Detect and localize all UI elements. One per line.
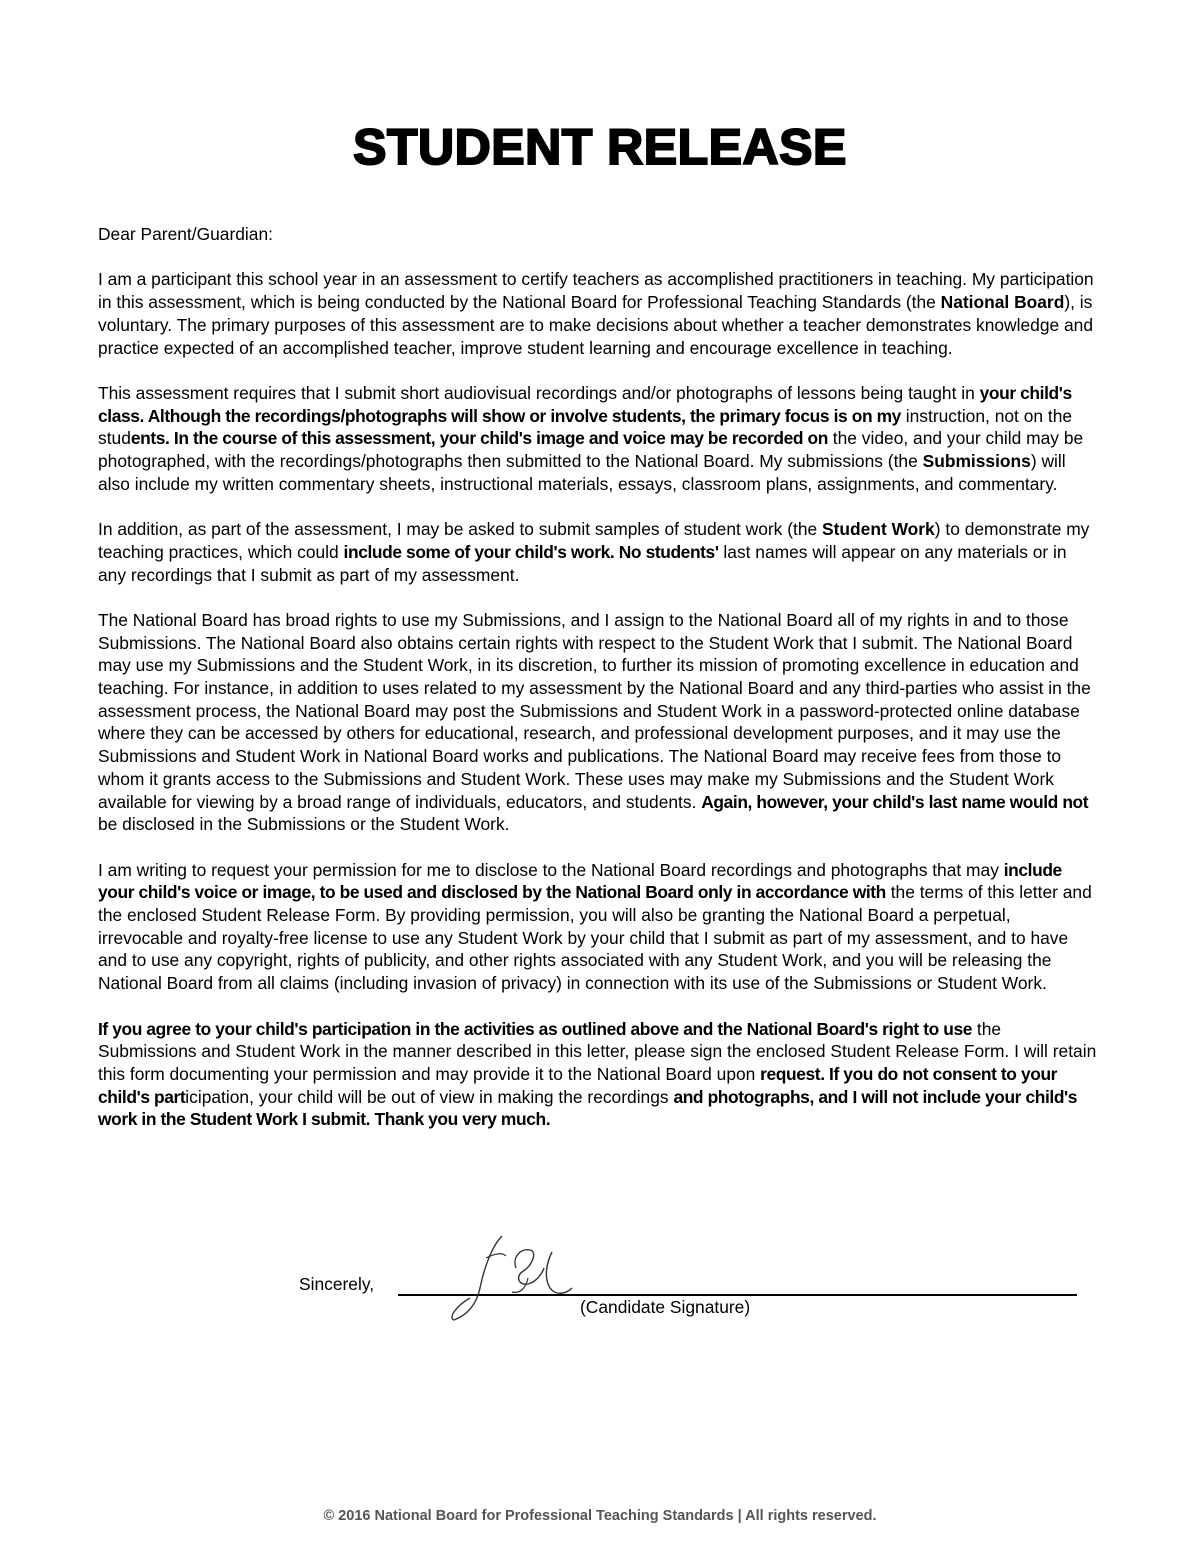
letter-body — [98, 223, 1098, 1154]
copyright-footer: © 2016 National Board for Professional Teaching Standards | All rights reserved. — [323, 1508, 877, 1524]
paragraph-2: This assessment requires that I submit short audiovisual recordings and/or photographs of lessons being taught in your child's class. Although the recordings/photographs will show or involve students, the primary focus is on my instruction, not on the students. In the course of this assessment, your child's image and voice may be recorded on the video, and your child may be photographed, with the recordings/photographs then submitted to the National Board. My submissions (the Submissions) will also include my written commentary sheets, instructional materials, essays, classroom plans, assignments, and commentary. — [98, 382, 1084, 494]
paragraph-4: The National Board has broad rights to use my Submissions, and I assign to the National Board all of my rights in and to those Submissions. The National Board also obtains certain rights with respect to the Student Work that I submit. The National Board may use my Submissions and the Student Work, in its discretion, to further its mission of promoting excellence in education and teaching. For instance, in addition to uses related to my assessment by the National Board and any third-parties who assist in the assessment process, the National Board may post the Submissions and Student Work in a password-protected online database where they can be accessed by others for educational, research, and professional development purposes, and it may use the Submissions and Student Work in National Board works and publications. The National Board may receive fees from those to whom it grants access to the Submissions and Student Work. These uses may make my Submissions and the Student Work available for viewing by a broad range of individuals, educators, and students. Again, however, your child's last name would not be disclosed in the Submissions or the Student Work. — [98, 609, 1091, 835]
signature-caption: (Candidate Signature) — [580, 1297, 751, 1317]
salutation: Dear Parent/Guardian: — [98, 224, 273, 244]
closing-text: Sincerely, — [299, 1274, 375, 1294]
paragraph-5: I am writing to request your permission for me to disclose to the National Board recordings and photographs that may include your child's voice or image, to be used and disclosed by the National Board only in accordance with the terms of this letter and the enclosed Student Release Form. By providing permission, you will also be granting the National Board a perpetual, irrevocable and royalty-free license to use any Student Work by your child that I submit as part of my assessment, and to have and to use any copyright, rights of publicity, and other rights associated with any Student Work, and you will be releasing the National Board from all claims (including invasion of privacy) in connection with its use of the Submissions or Student Work. — [98, 859, 1092, 994]
signature-block — [0, 1258, 1200, 1328]
document-title: STUDENT RELEASE — [353, 119, 847, 175]
paragraph-6: If you agree to your child's participation in the activities as outlined above and the National Board's right to use the Submissions and Student Work in the manner described in this letter, please sign the enclosed Student Release Form. I will retain this form documenting your permission and may provide it to the National Board upon request. If you do not consent to your child's participation, your child will be out of view in making the recordings and photographs, and I will not include your child's work in the Student Work I submit. Thank you very much. — [98, 1018, 1097, 1130]
handwritten-signature — [440, 1228, 580, 1324]
paragraph-1: I am a participant this school year in an assessment to certify teachers as accomplished practitioners in teaching. My participation in this assessment, which is being conducted by the National Board for Professional Teaching Standards (the National Board), is voluntary. The primary purposes of this assessment are to make decisions about whether a teacher demonstrates knowledge and practice expected of an accomplished teacher, improve student learning and encourage excellence in teaching. — [98, 269, 1094, 358]
paragraph-3: In addition, as part of the assessment, I may be asked to submit samples of student work (the Student Work) to demonstrate my teaching practices, which could include some of your child's work. No students' last names will appear on any materials or in any recordings that I submit as part of my assessment. — [98, 519, 1090, 585]
